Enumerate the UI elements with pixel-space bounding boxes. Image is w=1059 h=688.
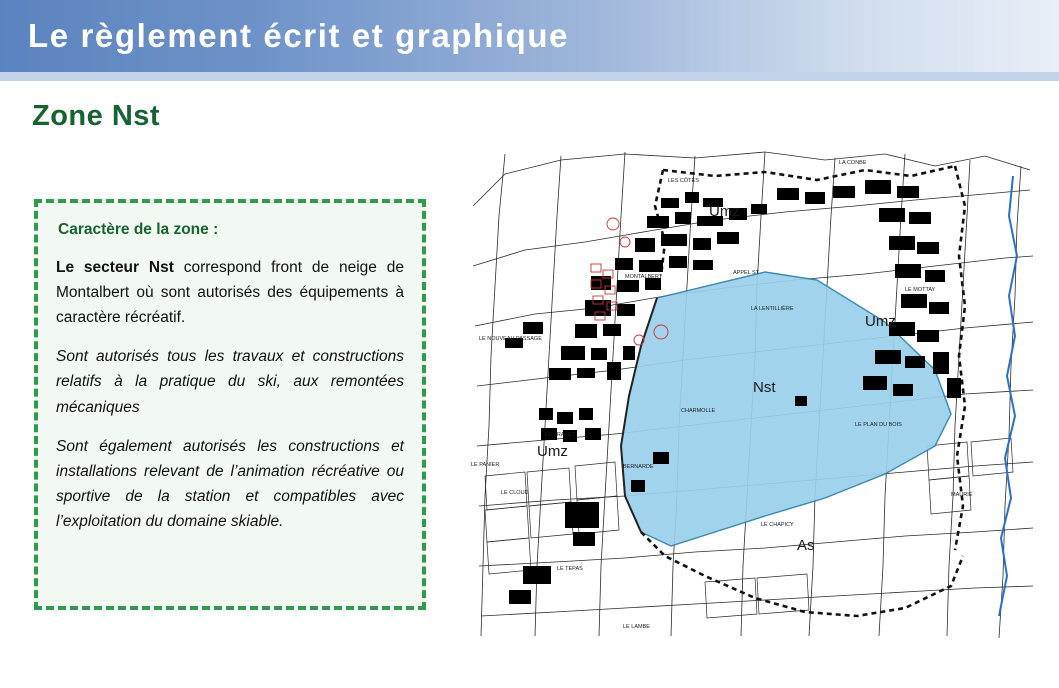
map-place-label-11: BERNARDE	[623, 464, 654, 470]
zone-description-heading: Caractère de la zone :	[58, 221, 219, 238]
map-place-label-2: MONTALBERT	[625, 274, 663, 280]
map-place-label-4: LE MOTTAY	[905, 287, 936, 293]
map-place-label-0: LA CONBE	[839, 160, 867, 166]
page-title: Le règlement écrit et graphique	[28, 17, 570, 54]
map-place-label-9: LE BRAVET	[545, 432, 575, 438]
zone-heading	[32, 100, 160, 133]
zone-description-paragraph-3: Sont également autorisés les constructions et installations relevant de l’animation récréative ou sportive de la station et compatibles avec l’exploitation du domaine skiable.	[56, 437, 404, 530]
map-place-label-7: CHARMOLLE	[681, 408, 716, 414]
map-place-label-14: LE CHAPICY	[761, 522, 794, 528]
map-place-label-5: LA LENTILLIÈRE	[751, 306, 794, 312]
map-zone-label-umz-east: Umz	[865, 313, 896, 330]
map-place-label-8: LE PLAN DU BOIS	[855, 422, 902, 428]
map-zone-label-as: As	[797, 537, 815, 554]
map-zone-label-umz-west: Umz	[537, 443, 568, 460]
map-place-label-16: LE LAMBE	[623, 624, 650, 630]
zone-description-box	[34, 199, 426, 610]
map-zone-label-nst: Nst	[753, 379, 776, 396]
map-place-label-1: LES CÔTES	[668, 178, 699, 184]
zone-description-paragraph-2: Sont autorisés tous les travaux et constructions relatifs à la pratique du ski, aux remontées mécaniques	[56, 348, 404, 416]
map-place-label-12: LE CLOUD	[501, 490, 529, 496]
zone-description-paragraph-1-rest: correspond front de neige de Montalbert où sont autorisés des équipements à caractère récréatif.	[56, 259, 404, 327]
map-place-label-13: MAURIE	[951, 492, 973, 498]
map-zone-label-umz-north: Umz	[709, 203, 740, 220]
map-svg	[465, 146, 1037, 646]
map-place-label-3: APPEL ST	[733, 270, 760, 276]
header-underline	[0, 72, 1059, 81]
map-place-label-15: LE TEPAS	[557, 566, 583, 572]
map-place-label-10: LE PANIER	[471, 462, 500, 468]
header-banner	[0, 0, 1059, 72]
map-place-label-6: LE NOUVEAU PASSAGE	[479, 336, 542, 342]
zone-description-paragraph-1-bold: Le secteur Nst	[56, 259, 174, 276]
cadastral-map	[465, 146, 1037, 646]
zone-description-paragraph-1	[56, 255, 404, 330]
zone-heading-text: Zone Nst	[32, 100, 161, 132]
